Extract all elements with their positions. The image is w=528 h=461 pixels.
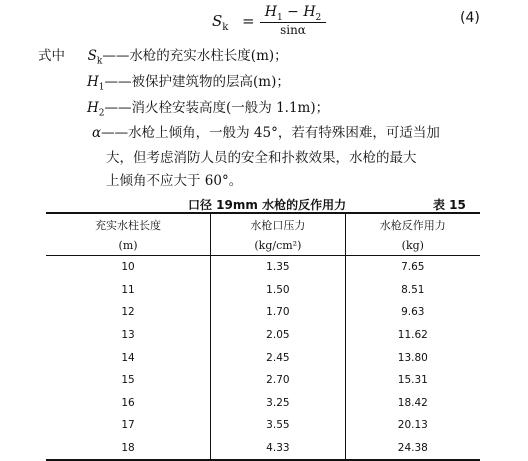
table-row	[46, 437, 480, 461]
cell-length: 15	[121, 374, 135, 387]
definition-lead: 式中	[38, 48, 65, 64]
cell-pressure: 2.45	[211, 346, 345, 369]
definition-symbol: $S_k$	[87, 48, 103, 67]
cell-pressure: 1.50	[211, 279, 345, 302]
definition-text: ——水枪的充实水柱长度(m)；	[102, 48, 288, 64]
definition-h1	[87, 73, 290, 97]
cell-force: 24.38	[345, 437, 480, 461]
column-header-force: 水枪反作用力	[345, 213, 480, 235]
cell-pressure: 1.70	[211, 301, 345, 324]
cell-pressure: 2.70	[211, 369, 345, 392]
cell-pressure: 3.25	[211, 392, 345, 415]
table-row	[46, 369, 480, 392]
cell-force: 11.62	[345, 324, 480, 347]
definition-symbol: $H_2$	[87, 100, 105, 119]
formula-equals: =	[242, 12, 255, 30]
table-row	[46, 392, 480, 415]
table-row	[46, 324, 480, 347]
formula-denominator: sinα	[280, 23, 306, 37]
column-header-pressure: 水枪口压力	[211, 213, 345, 235]
definition-text: ——水枪上倾角，一般为 45°，若有特殊困难，可适当加	[101, 125, 440, 141]
formula-lhs: $S_k$	[212, 12, 229, 33]
cell-length: 14	[121, 351, 135, 364]
table-row	[46, 414, 480, 437]
definition-continuation-2: 上倾角不应大于 60°。	[106, 173, 243, 189]
cell-pressure: 4.33	[211, 437, 345, 461]
column-unit-length: (m)	[46, 235, 211, 256]
formula-numerator: $H_1 - H_2$	[264, 4, 322, 23]
table-title: 口径 19mm 水枪的反作用力	[188, 198, 347, 212]
cell-length: 12	[121, 306, 135, 319]
cell-force: 7.65	[345, 256, 480, 279]
definition-h2	[87, 99, 329, 123]
table-row	[46, 279, 480, 302]
definition-symbol: $H_1$	[87, 74, 105, 93]
column-unit-pressure: (kg/cm²)	[211, 235, 345, 256]
definition-continuation-1: 大，但考虑消防人员的安全和扑救效果，水枪的最大	[106, 150, 417, 166]
definition-alpha	[92, 124, 440, 142]
column-unit-force: (kg)	[345, 235, 480, 256]
cell-length: 13	[121, 329, 135, 342]
table-row	[46, 256, 480, 279]
equation-number: (4)	[460, 10, 480, 26]
definition-text: ——被保护建筑物的层高(m)；	[104, 74, 290, 90]
cell-force: 15.31	[345, 369, 480, 392]
cell-force: 8.51	[345, 279, 480, 302]
cell-force: 9.63	[345, 301, 480, 324]
cell-pressure: 2.05	[211, 324, 345, 347]
cell-length: 16	[121, 396, 135, 409]
table-number: 表 15	[433, 198, 466, 212]
column-header-length: 充实水柱长度	[95, 218, 162, 232]
cell-length: 17	[121, 419, 135, 432]
cell-force: 18.42	[345, 392, 480, 415]
cell-pressure: 1.35	[211, 256, 345, 279]
definition-sk	[38, 47, 288, 71]
cell-length: 11	[121, 283, 135, 296]
cell-force: 13.80	[345, 346, 480, 369]
table-row	[46, 301, 480, 324]
table-row	[46, 346, 480, 369]
definition-symbol: α	[92, 125, 102, 141]
definition-text: ——消火栓安装高度(一般为 1.1m)；	[104, 100, 330, 116]
cell-length: 10	[121, 261, 135, 274]
formula	[212, 4, 412, 38]
cell-pressure: 3.55	[211, 414, 345, 437]
cell-force: 20.13	[345, 414, 480, 437]
cell-length: 18	[121, 442, 135, 455]
reaction-force-table	[46, 212, 480, 461]
